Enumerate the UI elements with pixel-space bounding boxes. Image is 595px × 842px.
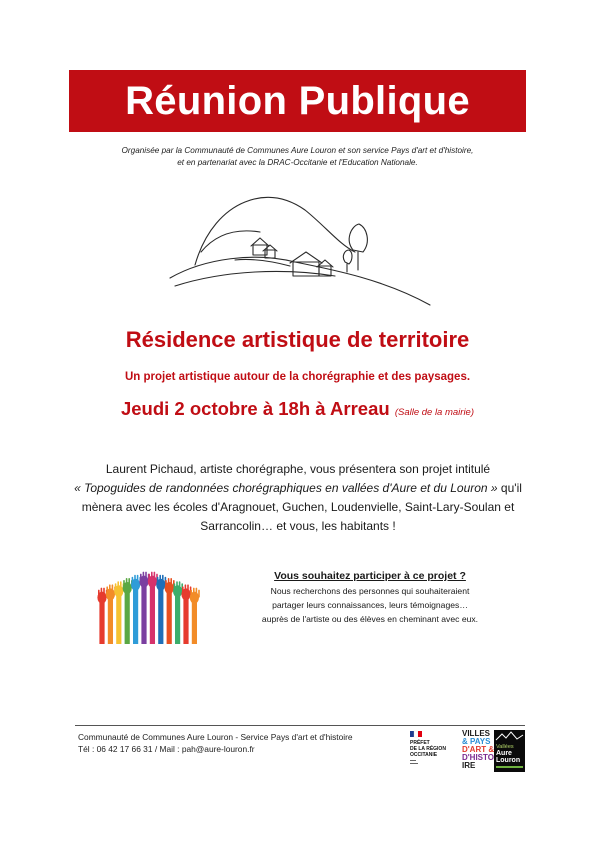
hand-finger <box>112 584 114 592</box>
page-title: Réunion Publique <box>125 78 470 123</box>
hand-finger <box>162 575 164 583</box>
hand-arm <box>108 598 113 644</box>
project-title: « Topoguides de randonnées chorégraphiques en vallées d'Aure et du Louron » <box>74 481 498 495</box>
hand-arm <box>125 592 130 644</box>
hand-finger <box>115 583 117 591</box>
hand-finger <box>148 574 150 582</box>
event-date-line <box>40 398 555 420</box>
hand-finger <box>98 590 100 598</box>
hand-arm <box>183 598 188 644</box>
hand-finger <box>157 577 159 585</box>
footer-phone-mail: Tél : 06 42 17 66 31 / Mail : pah@aure-louron.fr <box>78 744 255 754</box>
hand-finger <box>154 572 156 580</box>
svg-text:D'ART &: D'ART & <box>462 745 494 754</box>
svg-text:Aure: Aure <box>496 750 512 757</box>
footer-divider <box>75 725 525 726</box>
svg-text:VILLES: VILLES <box>462 729 491 738</box>
footer-organization: Communauté de Communes Aure Louron - Service Pays d'art et d'histoire <box>78 732 353 742</box>
hand-finger <box>170 578 172 586</box>
event-subtitle: Un projet artistique autour de la chorégraphie et des paysages. <box>124 371 471 383</box>
hand-arm <box>175 595 180 644</box>
hand-finger <box>185 584 187 592</box>
hand-finger <box>134 575 136 583</box>
landscape-drawing <box>165 190 435 310</box>
hand-finger <box>101 588 103 596</box>
participation-line-3: auprès de l'artiste ou des élèves en cheminant avec eux. <box>261 614 479 624</box>
event-title: Résidence artistique de territoire <box>125 327 470 352</box>
villes-pays-art-histoire-logo <box>460 728 494 772</box>
hand-finger <box>182 586 184 594</box>
hand-finger <box>143 572 145 580</box>
svg-text:IRE: IRE <box>462 761 476 770</box>
hand-finger <box>196 588 198 596</box>
title-banner <box>69 70 526 132</box>
participation-block <box>220 569 520 626</box>
hand-finger <box>168 578 170 586</box>
hand-finger <box>140 574 142 582</box>
organizer-line-2: et en partenariat avec la DRAC-Occitanie et l'Education Nationale. <box>177 157 418 167</box>
hand-arm <box>167 592 172 644</box>
raised-hands-illustration <box>96 562 202 644</box>
svg-text:Vallées: Vallées <box>496 744 514 750</box>
hand-finger <box>151 572 153 580</box>
prefet-occitanie-logo <box>406 730 456 770</box>
presentation-schools: qu'il mènera avec les écoles d'Aragnouet, Guchen, Loudenvielle, Saint-Lary-Soulan et Sarrancolin… et vous, les habitants ! <box>81 481 522 533</box>
footer-contact <box>78 731 408 755</box>
hand-finger <box>117 581 119 589</box>
hand-finger <box>174 583 176 591</box>
hand-arm <box>192 602 197 644</box>
hand-finger <box>190 590 192 598</box>
hand-finger <box>179 581 181 589</box>
hand-finger <box>198 590 200 598</box>
aure-louron-logo <box>494 730 525 772</box>
hand-arm <box>99 602 104 644</box>
hand-finger <box>126 578 128 586</box>
event-venue: (Salle de la mairie) <box>394 407 475 418</box>
participation-question: Vous souhaitez participer à ce projet ? <box>274 570 466 582</box>
hand-finger <box>187 584 189 592</box>
hand-finger <box>145 572 147 580</box>
hand-finger <box>123 580 125 588</box>
hand-finger <box>193 588 195 596</box>
svg-text:Louron: Louron <box>496 757 521 764</box>
hand-finger <box>176 581 178 589</box>
svg-text:OCCITANIE: OCCITANIE <box>410 752 438 758</box>
hand-arm <box>150 586 155 644</box>
hand-finger <box>137 575 139 583</box>
organizer-text <box>60 145 535 168</box>
hand-arm <box>116 595 121 644</box>
hand-finger <box>128 578 130 586</box>
event-date: Jeudi 2 octobre à 18h à Arreau <box>120 398 390 419</box>
svg-text:DE LA RÉGION: DE LA RÉGION <box>410 746 446 752</box>
participation-line-2: partager leurs connaissances, leurs témoignages… <box>272 600 468 610</box>
svg-text:PRÉFET: PRÉFET <box>410 740 430 746</box>
presentation-intro: Laurent Pichaud, artiste chorégraphe, vous présentera son projet intitulé <box>105 462 491 476</box>
hand-finger <box>165 580 167 588</box>
organizer-line-1: Organisée par la Communauté de Communes Aure Louron et son service Pays d'art et d'histoire, <box>121 146 474 155</box>
hand-finger <box>109 584 111 592</box>
hand-finger <box>120 581 122 589</box>
participation-line-1: Nous recherchons des personnes qui souhaiteraient <box>270 586 470 596</box>
svg-text:& PAYS: & PAYS <box>462 737 491 746</box>
hand-arm <box>133 589 138 644</box>
svg-text:D'HISTO: D'HISTO <box>462 753 494 762</box>
hand-finger <box>132 577 134 585</box>
hand-finger <box>103 588 105 596</box>
hand-finger <box>159 575 161 583</box>
hand-arm <box>141 586 146 644</box>
hand-finger <box>106 586 108 594</box>
hand-arm <box>158 589 163 644</box>
presentation-paragraph <box>58 460 538 536</box>
